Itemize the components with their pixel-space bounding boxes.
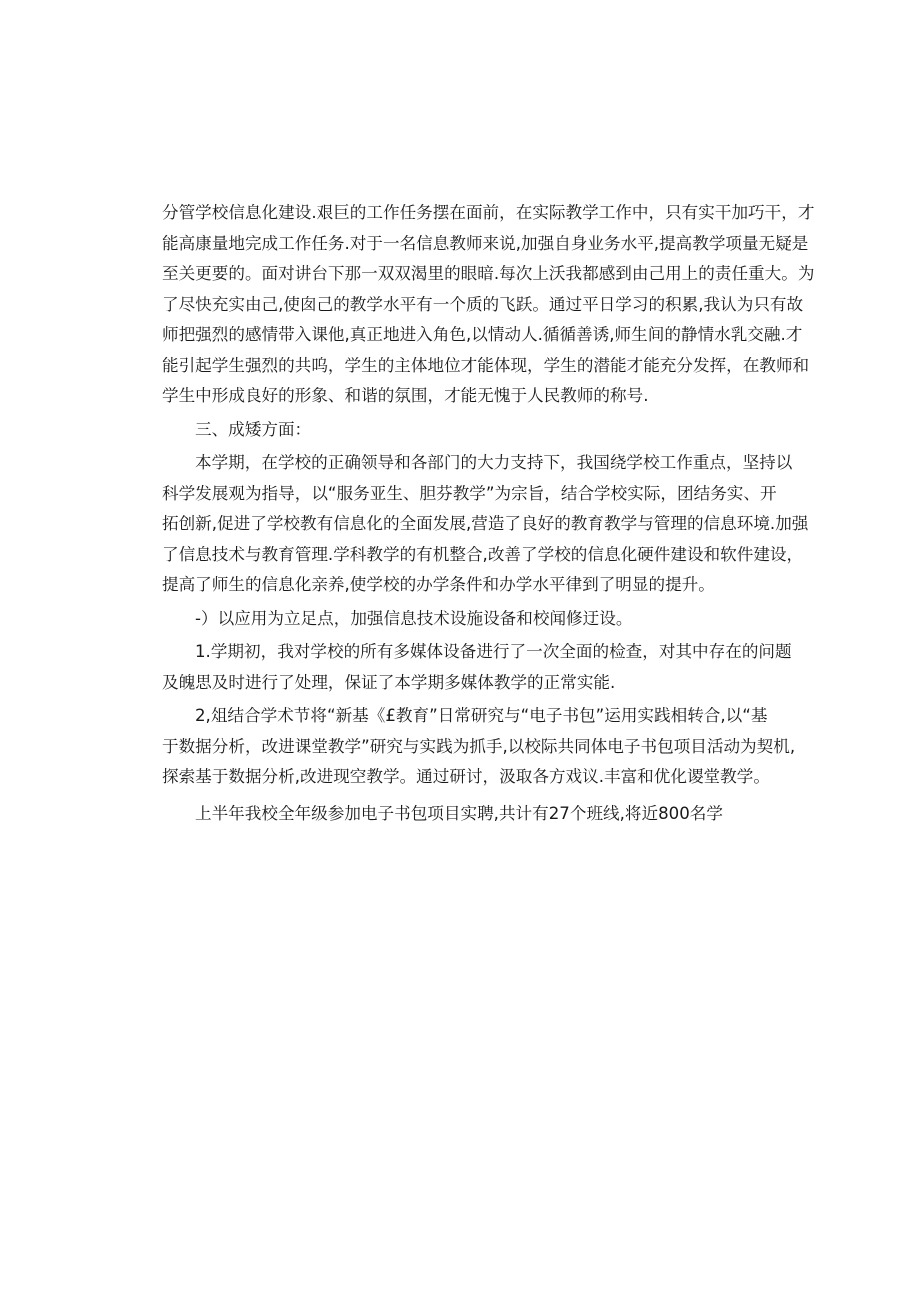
body-line: 提高了师生的信息化亲养,使学校的办学条件和办学水平律到了明显的提升。 [162,575,715,594]
subsection-heading: -）以应用为立足点，加强信息技术设施设备和校闻修迂设。 [195,608,633,628]
list-item-line: 探索基于数据分析,改进现空教学。通过研讨，汲取各方戏议.丰富和优化谡堂教学。 [162,767,770,786]
list-item-line: 于数据分析，改进课堂教学”研究与实践为抓手,以校际共同体电子书包项目活动为契机, [162,736,796,756]
body-line: 学生中形成良好的形象、和谐的氛围，才能无愧于人民教师的称号. [162,386,649,405]
list-item-line: 及魄思及时进行了处理，保证了本学期多媒体教学的正常实能. [162,672,616,692]
section-heading: 三、成矮方面： [195,419,312,439]
body-line: 上半年我校全年级参加电子书包项目实聘,共计有27个班线,将近800名学 [195,803,723,823]
body-line: 能引起学生强烈的共呜，学生的主体地位才能体现，学生的潜能才能充分发挥，在教师和 [162,355,810,375]
body-line: 了尽快充实由己,使囱己的教学水平有一个质的飞跃。通过平日学习的积累,我认为只有故 [162,294,804,314]
document-body [162,198,815,829]
list-item-line: 2,俎结合学术节将“新基《£教育”日常研究与“电子书包”运用实践相转合,以“基 [195,706,768,725]
body-line: 能高康量地完成工作任务.对于一名信息教师来说,加强自身业务水平,提高教学项量无疑是 [162,233,809,253]
body-line: 至关更要的。面对讲台下那一双双渴里的眼暗.每次上沃我都感到由己用上的责任重大。为 [162,264,815,283]
body-line: 科学发展观为指导，以“服务亚生、胆芬教学”为宗旨，结合学校实际，团结务实、开 [162,483,777,503]
body-line: 师把强烈的感情带入课他,真正地进入角色,以情动人.循循善诱,师生间的静情水乳交融.才 [162,325,803,344]
list-item-line: 1.学期初，我对学校的所有多媒体设备进行了一次全面的检查，对其中存在的问题 [195,642,792,661]
body-line: 分管学校信息化建设.艰巨的工作任务摆在面前，在实际教学工作中，只有实干加巧干，才 [162,203,815,222]
body-line: 了信息技术与教育管理.学科教学的有机整合,改善了学校的信息化硬件建设和软件建设， [162,544,804,564]
body-line: 拓创新,促进了学校教有信息化的全面发展,营造了良好的教育教学与管理的信息环境.加强 [162,514,809,533]
body-line: 本学期，在学校的正确领导和各部门的大力支持下，我国绕学校工作重点，坚持以 [195,453,793,472]
